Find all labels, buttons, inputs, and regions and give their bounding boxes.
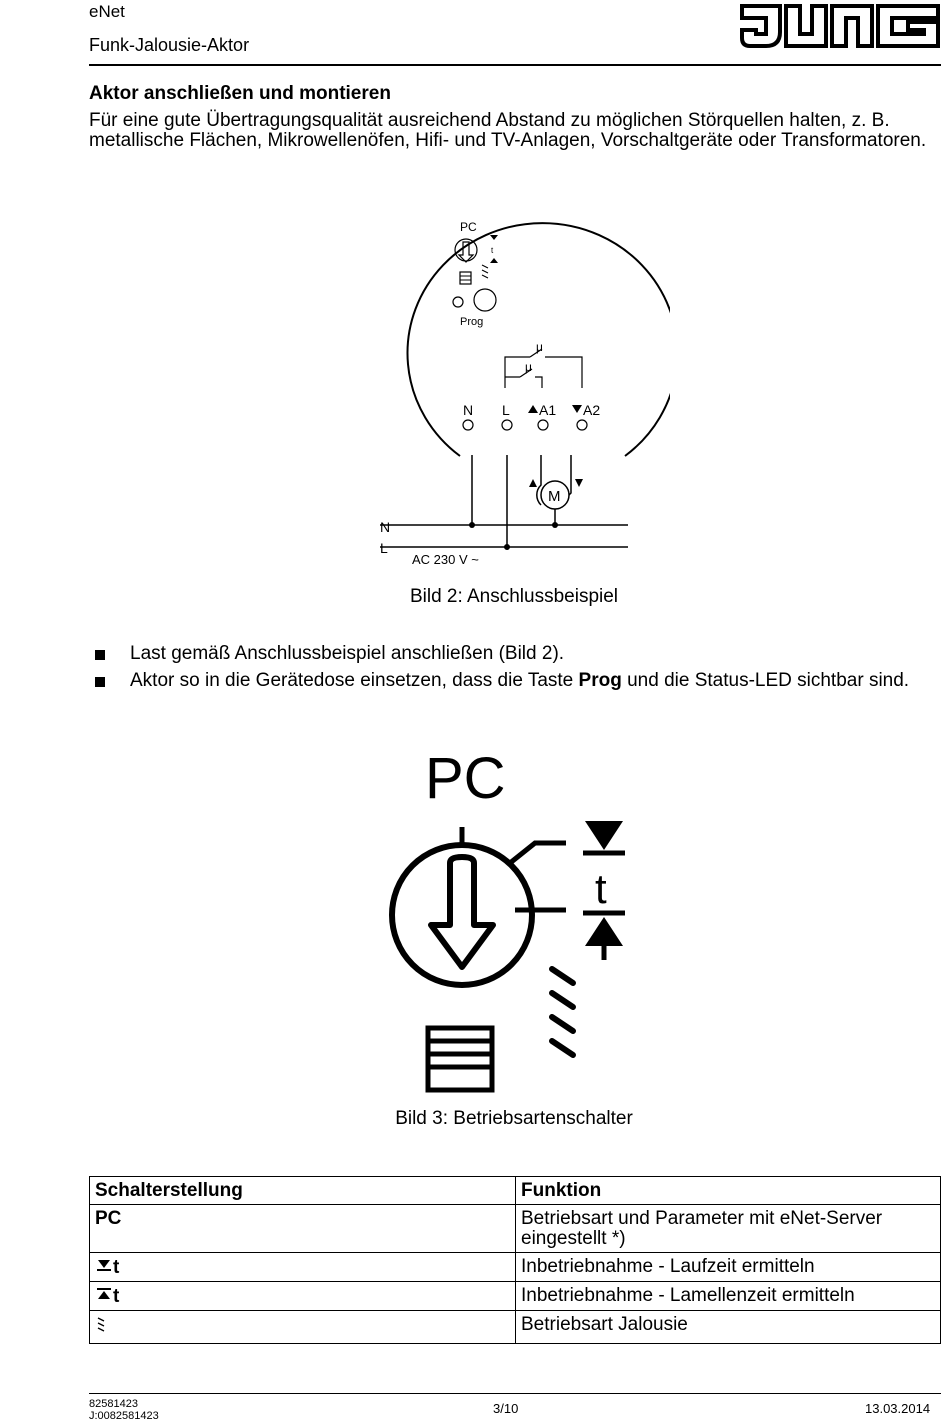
header-rule bbox=[89, 64, 941, 66]
arrow-down-icon bbox=[585, 821, 623, 850]
terminal-a2-label: A2 bbox=[583, 402, 601, 418]
prog-button-icon bbox=[474, 289, 496, 311]
footer-ids bbox=[89, 1398, 159, 1422]
row-function: Betriebsart und Parameter mit eNet-Server eingestellt *) bbox=[516, 1205, 941, 1253]
list-item-text: Aktor so in die Gerätedose einsetzen, dass die Taste Prog und die Status-LED sichtbar sind. bbox=[130, 670, 910, 691]
row-function: Inbetriebnahme - Laufzeit ermitteln bbox=[516, 1253, 941, 1282]
figure3-caption: Bild 3: Betriebsartenschalter bbox=[395, 1108, 633, 1129]
table-row bbox=[90, 1205, 941, 1253]
row-position: t bbox=[90, 1282, 516, 1311]
list-item-text: Last gemäß Anschlussbeispiel anschließen (Bild 2). bbox=[130, 643, 565, 664]
blind-slats-icon bbox=[95, 1315, 107, 1335]
fig3-blind-icon bbox=[428, 1028, 492, 1090]
bullet-square-icon bbox=[95, 650, 105, 660]
fig2-mu1-label: μ bbox=[536, 340, 543, 354]
row-function: Betriebsart Jalousie bbox=[516, 1311, 941, 1344]
figure2-caption: Bild 2: Anschlussbeispiel bbox=[409, 586, 619, 607]
row-function: Inbetriebnahme - Lamellenzeit ermitteln bbox=[516, 1282, 941, 1311]
mains-n-label: N bbox=[380, 519, 391, 535]
header-brand: eNet bbox=[89, 2, 125, 21]
table-row bbox=[90, 1253, 941, 1282]
row-position: PC bbox=[90, 1205, 516, 1253]
motor-label: M bbox=[548, 488, 561, 505]
footer-job-number: J:0082581423 bbox=[89, 1410, 159, 1422]
prog-key-label: Prog bbox=[578, 670, 622, 691]
fig3-t-label: t bbox=[595, 865, 607, 912]
header-product: Funk-Jalousie-Aktor bbox=[89, 35, 250, 55]
arrow-up-to-bar-icon bbox=[95, 1286, 113, 1302]
fig3-slats-icon bbox=[552, 969, 573, 1055]
table-row bbox=[90, 1282, 941, 1311]
arrow-down-to-bar-icon bbox=[95, 1257, 113, 1273]
col-header-position: Schalterstellung bbox=[90, 1177, 516, 1205]
section-title: Aktor anschließen und montieren bbox=[89, 83, 391, 104]
bullet-square-icon bbox=[95, 677, 105, 687]
fig2-t-label: t bbox=[491, 246, 494, 255]
status-led-icon bbox=[453, 297, 463, 307]
mode-switch-diagram bbox=[380, 745, 650, 1100]
terminal-l-label: L bbox=[502, 402, 510, 418]
jung-logo bbox=[740, 2, 942, 55]
fig2-pc-label: PC bbox=[460, 220, 477, 234]
intro-paragraph: Für eine gute Übertragungsqualität ausreichend Abstand zu möglichen Störquellen halten, z. B. metallische Flächen, Mikrowellenöfen, Hifi- und TV-Anlagen, Vorschaltgeräte oder Transformatoren. bbox=[89, 110, 927, 151]
table-header-row bbox=[90, 1177, 941, 1205]
fig2-prog-label: Prog bbox=[460, 316, 484, 328]
footer-date: 13.03.2014 bbox=[865, 1401, 931, 1416]
footer-rule bbox=[89, 1393, 941, 1394]
fig3-pc-label: PC bbox=[425, 746, 506, 811]
wiring-diagram bbox=[370, 205, 670, 580]
footer-article-number: 82581423 bbox=[89, 1398, 138, 1410]
col-header-function: Funktion bbox=[516, 1177, 941, 1205]
footer-page-number: 3/10 bbox=[493, 1401, 519, 1416]
fig2-mu2-label: μ bbox=[525, 360, 532, 374]
row-position bbox=[90, 1311, 516, 1344]
terminal-a1-label: A1 bbox=[539, 402, 557, 418]
switch-position-table bbox=[89, 1176, 941, 1344]
table-row bbox=[90, 1311, 941, 1344]
voltage-label: AC 230 V ~ bbox=[412, 552, 479, 567]
arrow-up-icon bbox=[585, 917, 623, 946]
mains-l-label: L bbox=[380, 540, 388, 556]
terminal-n-label: N bbox=[463, 402, 474, 418]
row-position: t bbox=[90, 1253, 516, 1282]
fig2-blind-icon bbox=[460, 272, 471, 284]
